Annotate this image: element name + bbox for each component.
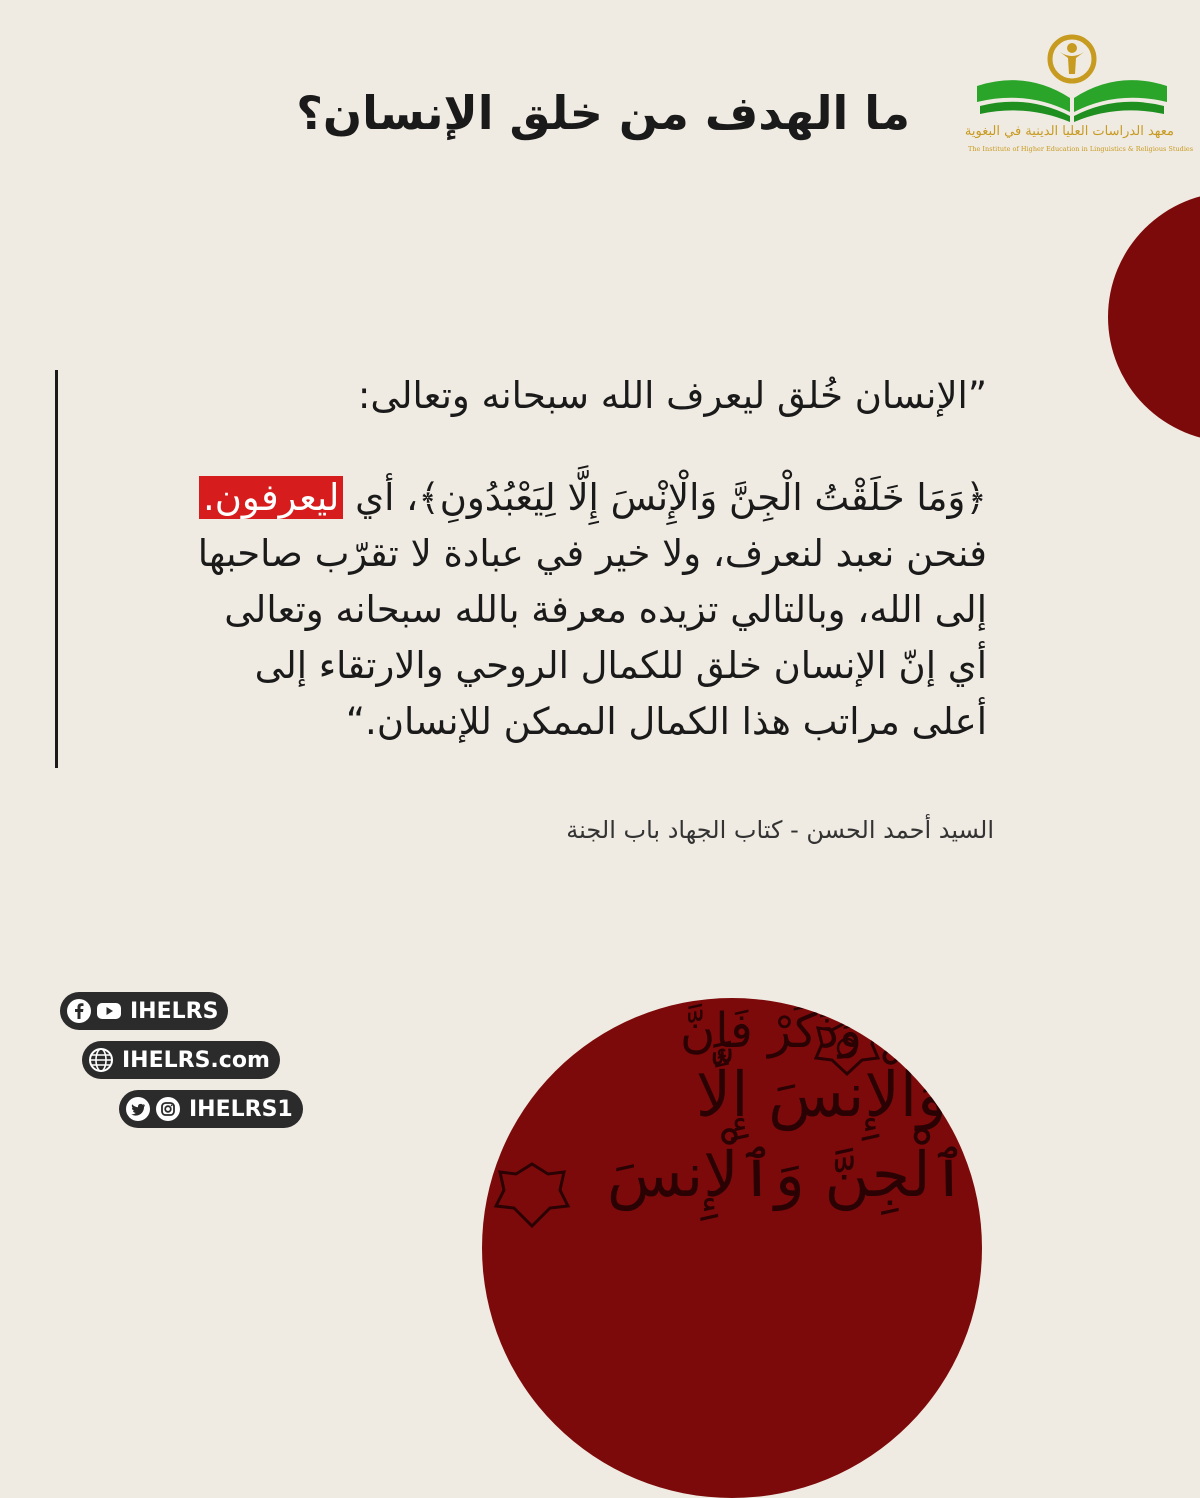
decorative-quran-circle (482, 998, 982, 1498)
quran-calligraphy: ٱلْجِنَّ وَٱلْإِنسَ (606, 1138, 967, 1211)
social-pill-facebook-youtube[interactable] (60, 992, 228, 1030)
logo-caption-arabic: معهد الدراسات العليا الدينية في البغوية (964, 124, 1174, 139)
social-pill-website[interactable] (82, 1041, 280, 1079)
social-pill-twitter-instagram[interactable] (119, 1090, 303, 1128)
quote-source: السيد أحمد الحسن - كتاب الجهاد باب الجنة (566, 816, 994, 844)
quote-verse: ﴿وَمَا خَلَقْتُ الْجِنَّ وَالْإِنْسَ إِلَّا لِيَعْبُدُونِ﴾، أي (355, 476, 987, 519)
instagram-icon (155, 1096, 181, 1122)
quote-line: أي إنّ الإنسان خلق للكمال الروحي والارتقاء إلى (254, 644, 987, 687)
institute-logo (972, 28, 1172, 160)
quote-body (197, 470, 987, 750)
ornament-icon (492, 1158, 572, 1238)
quote-heading: ”الإنسان خُلق ليعرف الله سبحانه وتعالى: (357, 374, 987, 417)
twitter-icon (125, 1096, 151, 1122)
quran-calligraphy: وَالْإِنسَ إِلَّا (695, 1058, 947, 1131)
quote-line: فنحن نعبد لنعرف، ولا خير في عبادة لا تقرّب صاحبها (197, 532, 987, 575)
facebook-icon (66, 998, 92, 1024)
decorative-semicircle (1108, 192, 1200, 442)
youtube-icon (96, 998, 122, 1024)
globe-icon (88, 1047, 114, 1073)
quote-line: إلى الله، وبالتالي تزيده معرفة بالله سبحانه وتعالى (224, 588, 987, 631)
page-title: ما الهدف من خلق الإنسان؟ (296, 86, 910, 140)
quran-calligraphy: وَذَكِّرْ فَإِنَّ (680, 1003, 862, 1059)
social-handle: IHELRS1 (189, 1096, 293, 1122)
quote-line: أعلى مراتب هذا الكمال الممكن للإنسان.“ (345, 700, 987, 743)
logo-caption-english: The Institute of Higher Education in Linguistics & Religious Studies (968, 145, 1194, 153)
social-handle: IHELRS (130, 998, 219, 1024)
highlighted-word: ليعرفون. (199, 476, 343, 519)
quote-line (202, 470, 987, 526)
quote-bar (55, 370, 58, 768)
website-link: IHELRS.com (122, 1047, 270, 1073)
